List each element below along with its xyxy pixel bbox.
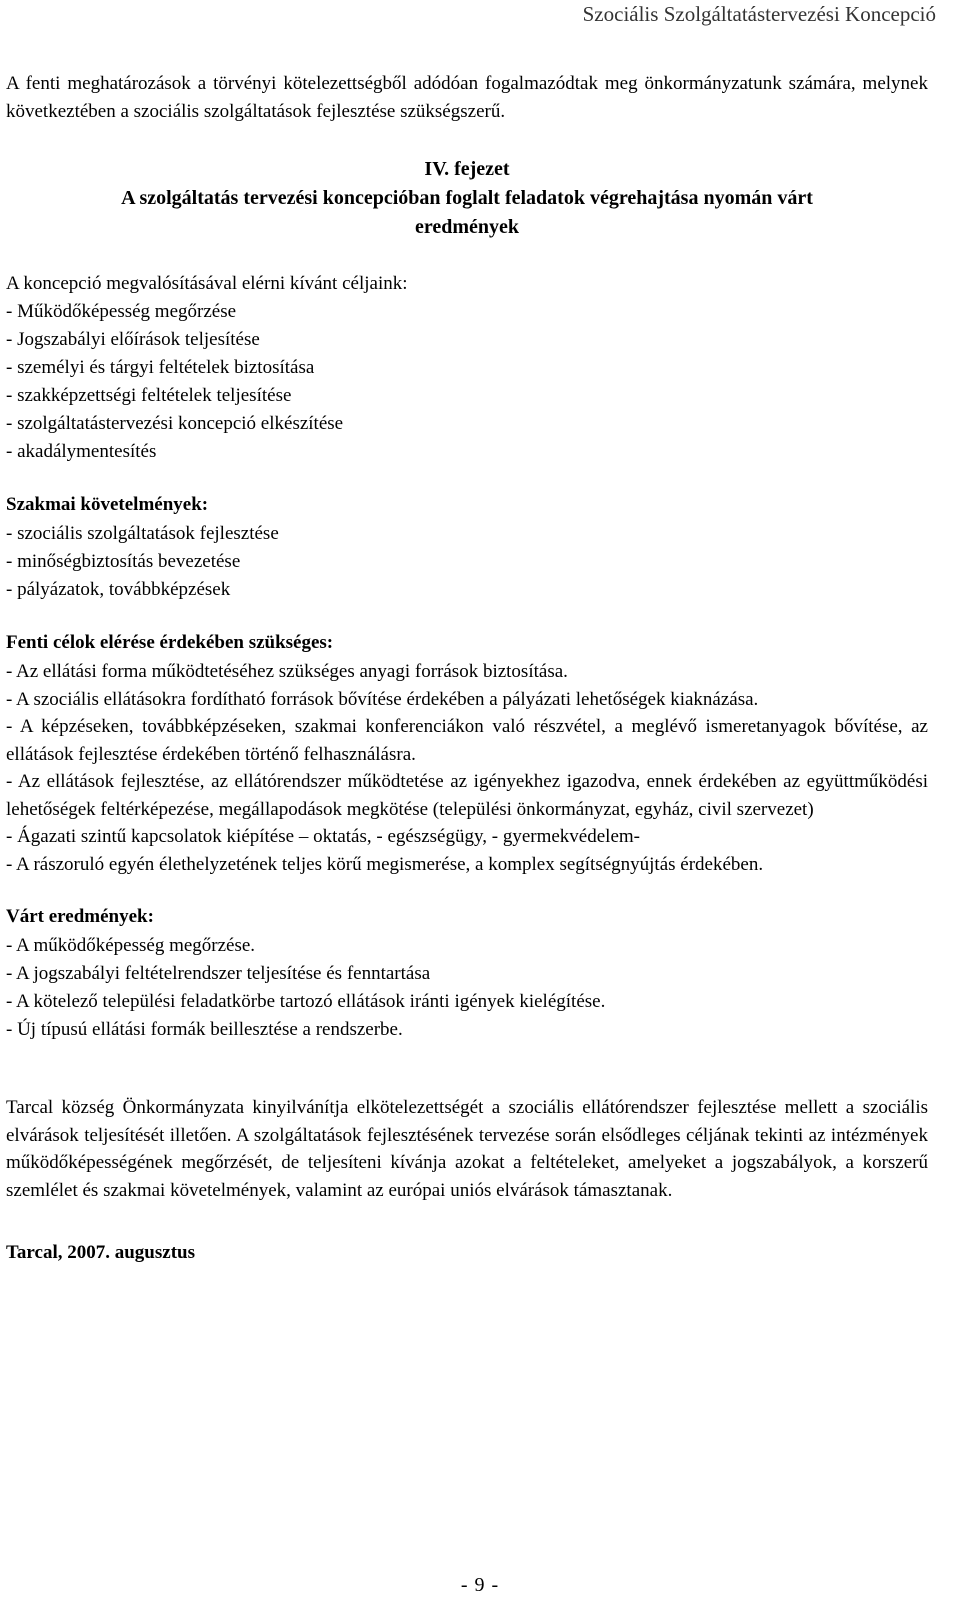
list-item: - akadálymentesítés	[6, 441, 157, 462]
list-item: - A jogszabályi feltételrendszer teljesítése és fenntartása	[6, 963, 431, 984]
page-number: - 9 -	[460, 1574, 500, 1596]
expected-results-list	[6, 932, 928, 1044]
list-item: - pályázatok, továbbképzések	[6, 579, 231, 600]
list-item: - A képzéseken, továbbképzéseken, szakmai konferenciákon való részvétel, a meglévő ismeretanyagok bővítése, az ellátások fejlesztése érdekében történő felhasználásra.	[6, 716, 928, 765]
list-item: - minőségbiztosítás bevezetése	[6, 551, 241, 572]
list-item: - szociális szolgáltatások fejlesztése	[6, 523, 279, 544]
list-item: - Ágazati szintű kapcsolatok kiépítése – oktatás, - egészségügy, - gyermekvédelem-	[6, 826, 640, 847]
chapter-title-line-2: eredmények	[414, 216, 520, 238]
list-item: - Jogszabályi előírások teljesítése	[6, 329, 260, 350]
requirements-title: Szakmai követelmények:	[6, 494, 209, 515]
list-item: - személyi és tárgyi feltételek biztosítása	[6, 357, 315, 378]
chapter-title-line-1: A szolgáltatás tervezési koncepcióban foglalt feladatok végrehajtása nyomán várt	[121, 187, 813, 209]
list-item: - Működőképesség megőrzése	[6, 301, 237, 322]
list-item: - Új típusú ellátási formák beillesztése a rendszerbe.	[6, 1019, 403, 1040]
list-item: - Az ellátási forma működtetéséhez szükséges anyagi források biztosítása.	[6, 661, 568, 682]
list-item: - A szociális ellátásokra fordítható források bővítése érdekében a pályázati lehetőségek kiaknázása.	[6, 688, 759, 710]
list-item: - A kötelező települési feladatkörbe tartozó ellátások iránti igények kielégítése.	[6, 991, 606, 1012]
expected-results-title: Várt eredmények:	[6, 906, 154, 927]
chapter-heading	[6, 155, 928, 242]
intro-paragraph: A fenti meghatározások a törvényi kötelezettségből adódóan fogalmazódtak meg önkormányzatunk számára, melynek következtében a szociális szolgáltatások fejlesztése szükségszerű.	[6, 73, 928, 122]
running-header: Szociális Szolgáltatástervezési Koncepció	[582, 2, 936, 26]
commitment-paragraph: Tarcal község Önkormányzata kinyilvánítja elkötelezettségét a szociális ellátórendszer fejlesztése mellett a szociális elvárások teljesítését illetően. A szolgáltatások fejlesztésének tervezése során elsődleges céljának tekinti az intézmények működőképességének megőrzését, de teljesíteni kívánja azokat a feltételeket, amelyeket a jogszabályok, a korszerű szemlélet és szakmai követelmények, valamint az európai uniós elvárások támasztanak.	[6, 1097, 928, 1201]
goals-lead: A koncepció megvalósításával elérni kívánt céljaink:	[6, 273, 408, 294]
list-item: - Az ellátások fejlesztése, az ellátórendszer működtetése az igényekhez igazodva, ennek érdekében az együttműködési lehetőségek feltérképezése, megállapodások megkötése (települési önkormányzat, egyház, civil szervezet)	[6, 771, 928, 820]
list-item: - szolgáltatástervezési koncepció elkészítése	[6, 413, 344, 434]
list-item: - szakképzettségi feltételek teljesítése	[6, 385, 292, 406]
needs-list	[6, 658, 928, 878]
goals-list	[6, 298, 928, 466]
needs-title: Fenti célok elérése érdekében szükséges:	[6, 632, 334, 653]
list-item: - A rászoruló egyén élethelyzetének teljes körű megismerése, a komplex segítségnyújtás érdekében.	[6, 853, 764, 875]
place-date: Tarcal, 2007. augusztus	[6, 1242, 195, 1263]
chapter-number: IV. fejezet	[424, 158, 510, 180]
requirements-list	[6, 520, 928, 604]
list-item: - A működőképesség megőrzése.	[6, 935, 256, 956]
document-body	[6, 70, 928, 1268]
